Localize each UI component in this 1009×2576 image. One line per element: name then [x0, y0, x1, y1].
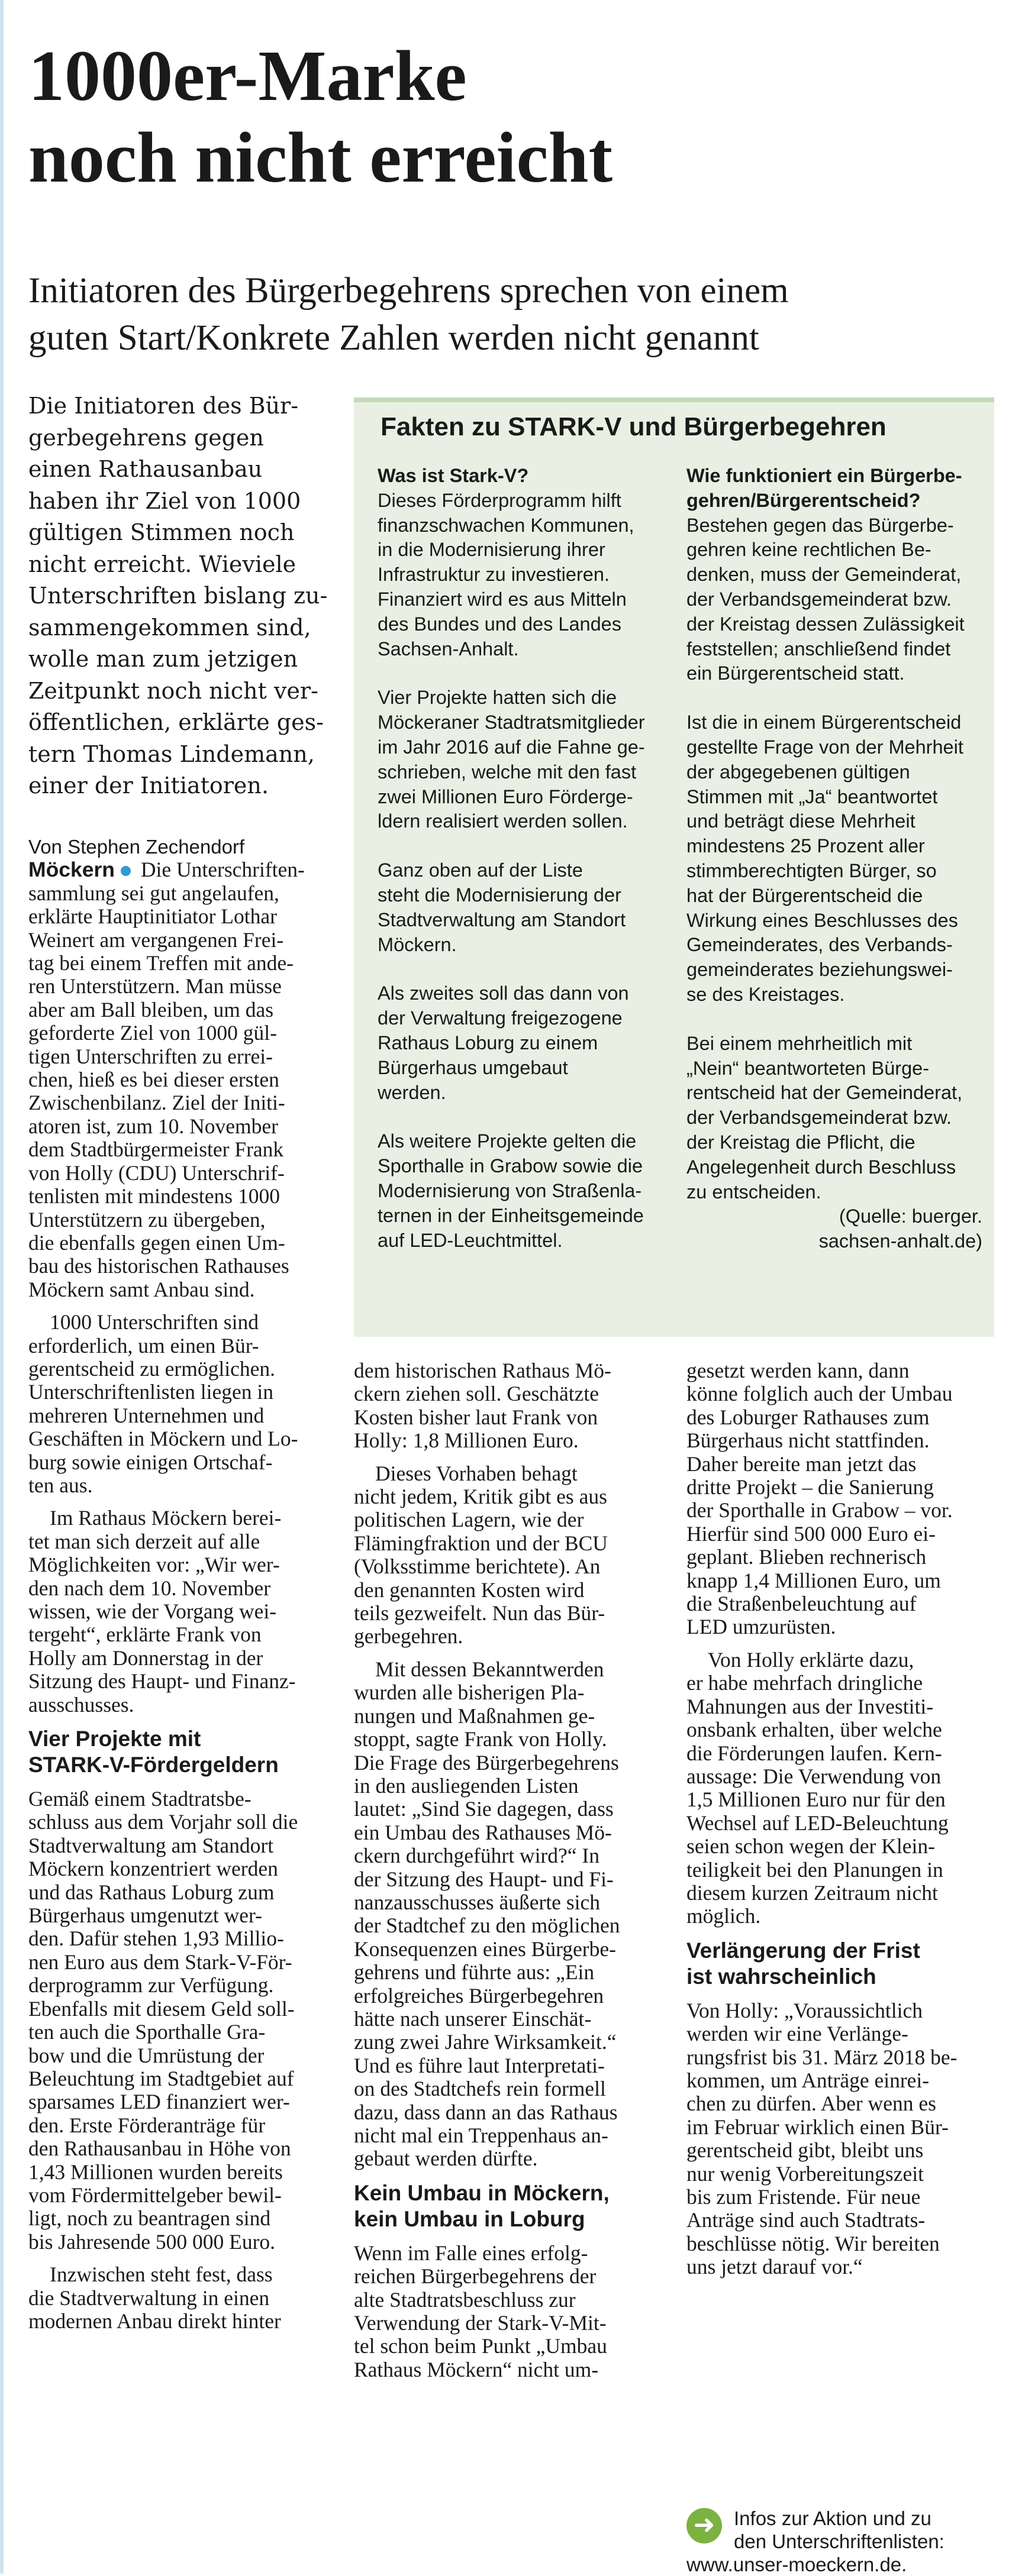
text-line: die ebenfalls gegen einen Um-: [28, 1230, 285, 1255]
subheadline-line: Initiatoren des Bürgerbegehrens sprechen von einem: [28, 271, 789, 311]
text-line: dem historischen Rathaus Mö-: [354, 1359, 611, 1382]
text-line: schrieben, welche mit den fast: [378, 761, 637, 783]
text-line: Daher bereite man jetzt das: [686, 1452, 917, 1476]
text-line: 1,5 Millionen Euro nur für den: [686, 1788, 946, 1812]
text-line: ausschusses.: [28, 1692, 134, 1717]
text-line: der Stadtchef zu den möglichen: [354, 1914, 620, 1938]
text-line: Ist die in einem Bürgerentscheid: [686, 712, 962, 733]
column-2b-text: [354, 2242, 673, 2381]
text-line: Dieses Förderprogramm hilft: [378, 489, 621, 511]
text-line: ren Unterstützern. Man müsse: [28, 974, 282, 998]
text-line: Rathaus Loburg zu einem: [378, 1032, 598, 1053]
text-line: sammlung sei gut angelaufen,: [28, 881, 279, 905]
text-line: die Straßenbeleuchtung auf: [686, 1592, 917, 1616]
lead-line: tern Thomas Lindemann,: [28, 741, 315, 767]
heading-line: Kein Umbau in Möckern,: [354, 2180, 610, 2205]
text-line: auf LED-Leuchtmittel.: [378, 1229, 563, 1251]
text-line: den nach dem 10. November: [28, 1576, 271, 1600]
text-line: teils gezweifelt. Nun das Bür-: [354, 1601, 605, 1625]
text-line: Möckern.: [378, 933, 457, 955]
text-line: derprogramm zur Verfügung.: [28, 1973, 274, 1998]
text-line: Sitzung des Haupt- und Finanz-: [28, 1669, 296, 1693]
text-line: Von Holly erklärte dazu,: [708, 1647, 914, 1672]
text-line: tag bei einem Treffen mit ande-: [28, 951, 294, 975]
text-line: von Holly (CDU) Unterschrif-: [28, 1161, 285, 1185]
heading-line: Verlängerung der Frist: [686, 1938, 920, 1963]
text-line: er habe mehrfach dringliche: [686, 1671, 923, 1695]
text-line: im Jahr 2016 auf die Fahne ge-: [378, 736, 645, 758]
text-line: Weinert am vergangenen Frei-: [28, 927, 284, 952]
text-line: den. Dafür stehen 1,93 Millio-: [28, 1927, 284, 1951]
text-line: der Verbandsgemeinderat bzw.: [686, 1107, 952, 1129]
column-3-text: [686, 1359, 993, 1928]
lead-line: nicht erreicht. Wieviele: [28, 551, 296, 577]
text-line: reichen Bürgerbegehrens der: [354, 2264, 597, 2289]
text-line: atoren ist, zum 10. November: [28, 1114, 278, 1138]
lead-line: haben ihr Ziel von 1000: [28, 487, 301, 514]
fact-box-left-column: [378, 464, 673, 1253]
text-line: Bei einem mehrheitlich mit: [686, 1032, 913, 1054]
text-line: Als weitere Projekte gelten die: [378, 1130, 637, 1152]
text-line: Stadtverwaltung am Standort: [378, 909, 626, 930]
left-accent-bar: [0, 0, 4, 2574]
heading-line: ist wahrscheinlich: [686, 1964, 876, 1989]
text-line: Dieses Vorhaben behagt: [375, 1461, 578, 1485]
heading-line: kein Umbau in Loburg: [354, 2206, 585, 2231]
fact-paragraph: [378, 858, 673, 957]
text-line: Wechsel auf LED-Beleuchtung: [686, 1811, 949, 1835]
headline-line: 1000er-Marke: [28, 36, 467, 116]
fact-box-right-column: [686, 464, 982, 1254]
text-line: Kosten bisher laut Frank von: [354, 1405, 598, 1429]
text-line: schluss aus dem Vorjahr soll die: [28, 1810, 298, 1834]
text-line: nanzausschusses äußerte sich: [354, 1890, 600, 1914]
text-line: feststellen; anschließend findet: [686, 638, 951, 660]
text-line: tigen Unterschriften zu errei-: [28, 1044, 273, 1068]
text-line: der Verbandsgemeinderat bzw.: [686, 588, 952, 610]
column-1b-text: [28, 1788, 348, 2333]
text-line: tet man sich derzeit auf alle: [28, 1529, 260, 1553]
text-line: seien schon wegen der Klein-: [686, 1834, 935, 1859]
text-line: aber am Ball bleiben, um das: [28, 997, 274, 1022]
text-line: dritte Projekt – die Sanierung: [686, 1475, 934, 1499]
text-line: Finanziert wird es aus Mitteln: [378, 588, 627, 610]
text-line: Gemäß einem Stadtratsbe-: [28, 1787, 252, 1811]
text-line: Möckern konzentriert werden: [28, 1857, 278, 1881]
text-line: die Förderungen laufen. Kern-: [686, 1741, 942, 1765]
text-line: Hierfür sind 500 000 Euro ei-: [686, 1521, 936, 1546]
text-line: Als zweites soll das dann von: [378, 982, 629, 1004]
text-line: bow und die Umrüstung der: [28, 2043, 265, 2067]
text-line: sparsames LED finanziert wer-: [28, 2090, 290, 2114]
text-line: Infrastruktur zu investieren.: [378, 564, 610, 586]
info-url-link[interactable]: www.unser-moeckern.de.: [686, 2554, 907, 2575]
text-line: Beleuchtung im Stadtgebiet auf: [28, 2066, 294, 2090]
column-3b-text: [686, 1999, 993, 2279]
text-line: hätte nach unserer Einschät-: [354, 2006, 592, 2031]
arrow-right-icon: ➜: [686, 2508, 722, 2543]
text-line: diesem kurzen Zeitraum nicht: [686, 1880, 938, 1905]
text-line: Gemeinderates, des Verbands-: [686, 934, 953, 956]
text-line: alte Stadtratsbeschluss zur: [354, 2287, 576, 2312]
text-line: se des Kreistages.: [686, 983, 845, 1005]
lead-line: sammengekommen sind,: [28, 614, 311, 641]
heading-line: STARK-V-Fördergeldern: [28, 1753, 279, 1777]
text-line: (Volksstimme berichtete). An: [354, 1554, 601, 1579]
lead-line: Die Initiatoren des Bür-: [28, 393, 299, 419]
text-line: Inzwischen steht fest, dass: [50, 2263, 273, 2287]
fact-box: [354, 397, 994, 1337]
text-line: wissen, wie der Vorgang wei-: [28, 1599, 277, 1623]
text-line: gebaut werden dürfte.: [354, 2147, 538, 2171]
text-line: 1000 Unterschriften sind: [50, 1310, 259, 1334]
text-line: 1,43 Millionen wurden bereits: [28, 2160, 283, 2184]
column-1-text: [28, 882, 348, 1717]
text-line: ldern realisiert werden sollen.: [378, 810, 628, 832]
text-line: dazu, dass dann an das Rathaus: [354, 2100, 618, 2124]
text-line: Konsequenzen eines Bürgerbe-: [354, 1937, 616, 1961]
text-line: ckern ziehen soll. Geschätzte: [354, 1382, 599, 1406]
text-line: des Bundes und des Landes: [378, 613, 621, 635]
text-line: ckern durchgeführt wird?“ In: [354, 1844, 599, 1868]
text-line: stoppt, sagte Frank von Holly.: [354, 1727, 607, 1751]
section-heading-extension: [686, 1938, 993, 1990]
article-column-2: [354, 1359, 673, 2381]
lead-line: gültigen Stimmen noch: [28, 519, 295, 545]
text-line: der Sporthalle in Grabow – vor.: [686, 1498, 953, 1523]
text-line: chen zu dürfen. Aber wenn es: [686, 2092, 936, 2116]
text-line: politischen Lagern, wie der: [354, 1508, 584, 1532]
article-column-1: [28, 835, 348, 2333]
fact-paragraph: [378, 686, 673, 834]
text-line: chen, hieß es bei dieser ersten: [28, 1068, 279, 1092]
text-line: Im Rathaus Möckern berei-: [50, 1506, 282, 1530]
text-line: nicht mal ein Treppenhaus an-: [354, 2123, 608, 2147]
fact-box-title: Fakten zu STARK-V und Bürgerbegehren: [381, 412, 886, 441]
text-line: beschlüsse nötig. Wir bereiten: [686, 2231, 940, 2255]
text-line: kommen, um Anträge einrei-: [686, 2068, 930, 2092]
text-line: on des Stadtchefs rein formell: [354, 2077, 606, 2101]
text-line: erforderlich, um einen Bür-: [28, 1333, 259, 1358]
text-line: zu entscheiden.: [686, 1181, 821, 1203]
text-line: Wirkung eines Beschlusses des: [686, 909, 958, 931]
text-line: Mahnungen aus der Investiti-: [686, 1694, 934, 1718]
text-line: nungen und Maßnahmen ge-: [354, 1704, 595, 1728]
text-line: Holly: 1,8 Millionen Euro.: [354, 1428, 579, 1453]
text-line: Modernisierung von Straßenla-: [378, 1179, 642, 1201]
text-line: Rathaus Möckern“ nicht um-: [354, 2357, 599, 2381]
text-line: Unterschriftenlisten liegen in: [28, 1380, 274, 1404]
text-line: wurden alle bisherigen Pla-: [354, 1680, 585, 1705]
text-line: Verwendung der Stark-V-Mit-: [354, 2311, 607, 2335]
text-line: Ebenfalls mit diesem Geld soll-: [28, 1996, 295, 2021]
fact-question: Wie funktioniert ein Bürgerbe-: [686, 465, 962, 486]
text-line: bau des historischen Rathauses: [28, 1254, 289, 1278]
fact-question: gehren/Bürgerentscheid?: [686, 489, 921, 511]
text-line: bis zum Fristende. Für neue: [686, 2185, 921, 2209]
article-column-3: [686, 1359, 993, 2279]
text-line: Bestehen gegen das Bürgerbe-: [686, 514, 954, 536]
text-line: möglich.: [686, 1904, 761, 1928]
headline: [28, 35, 975, 199]
dateline-dot-icon: [121, 866, 131, 876]
text-line: burg sowie einigen Ortschaf-: [28, 1450, 273, 1474]
text-line: der Kreistag die Pflicht, die: [686, 1131, 915, 1153]
text-line: geforderte Ziel von 1000 gül-: [28, 1021, 277, 1045]
text-line: nur wenig Vorbereitungszeit: [686, 2161, 924, 2186]
text-line: Ganz oben auf der Liste: [378, 859, 583, 881]
text-line: gerentscheid gibt, bleibt uns: [686, 2138, 924, 2163]
text-line: Holly am Donnerstag in der: [28, 1646, 263, 1670]
text-line: könne folglich auch der Umbau: [686, 1382, 953, 1406]
text-line: rentscheid hat der Gemeinderat,: [686, 1082, 963, 1104]
section-heading-projects: [28, 1726, 348, 1778]
text-line: knapp 1,4 Millionen Euro, um: [686, 1568, 941, 1592]
text-line: gesetzt werden kann, dann: [686, 1359, 910, 1382]
lead-line: wolle man zum jetzigen: [28, 646, 298, 672]
lead-line: Unterschriften bislang zu-: [28, 583, 328, 609]
text-line: gemeinderates beziehungswei-: [686, 959, 953, 981]
text-line: Angelegenheit durch Beschluss: [686, 1156, 956, 1178]
text-line: stimmberechtigten Bürger, so: [686, 859, 937, 881]
text-line: uns jetzt darauf vor.“: [686, 2255, 863, 2279]
text-line: Mit dessen Bekanntwerden: [375, 1657, 604, 1681]
text-line: und das Rathaus Loburg zum: [28, 1880, 275, 1904]
text-line: Zwischenbilanz. Ziel der Initi-: [28, 1091, 285, 1115]
text-line: Und es führe laut Interpretati-: [354, 2053, 605, 2077]
text-line: Bürgerhaus nicht stattfinden.: [686, 1428, 930, 1453]
text-line: Sporthalle in Grabow sowie die: [378, 1155, 643, 1177]
text-line: ligt, noch zu beantragen sind: [28, 2206, 271, 2231]
text-line: „Nein“ beantworteten Bürge-: [686, 1057, 930, 1079]
fact-paragraph: [686, 710, 982, 1007]
text-line: rungsfrist bis 31. März 2018 be-: [686, 2045, 958, 2069]
info-line: Infos zur Aktion und zu: [734, 2507, 931, 2529]
text-line: Bürgerhaus umgebaut: [378, 1056, 568, 1078]
text-line: der Sitzung des Haupt- und Fi-: [354, 1867, 614, 1891]
info-line: den Unterschriftenlisten:: [734, 2530, 944, 2552]
text-line: Anträge sind auch Stadtrats-: [686, 2208, 926, 2232]
subheadline: [28, 267, 987, 362]
fact-paragraph: [686, 513, 982, 687]
text-line: den genannten Kosten wird: [354, 1578, 585, 1602]
dateline-line: [28, 858, 348, 881]
text-line: gestellte Frage von der Mehrheit: [686, 736, 963, 758]
text-line: gehren keine rechtlichen Be-: [686, 539, 931, 561]
text-line: Unterstützern zu übergeben,: [28, 1207, 266, 1232]
text-line: tel schon beim Punkt „Umbau: [354, 2334, 607, 2358]
fact-paragraph: [378, 1129, 673, 1253]
text-line: gerentscheid zu ermöglichen.: [28, 1356, 275, 1381]
text-line: gehrens und führte aus: „Ein: [354, 1960, 595, 1984]
text-line: mehreren Unternehmen und: [28, 1403, 265, 1427]
text-line: mindestens 25 Prozent aller: [686, 835, 925, 857]
subheadline-line: guten Start/Konkrete Zahlen werden nicht genannt: [28, 318, 759, 358]
text-line: und beträgt diese Mehrheit: [686, 810, 915, 832]
text-line: Möckern samt Anbau sind.: [28, 1277, 255, 1301]
text-line: erklärte Hauptinitiator Lothar: [28, 904, 277, 929]
text-line: LED umzurüsten.: [686, 1615, 836, 1639]
text-line: steht die Modernisierung der: [378, 884, 621, 906]
fact-paragraph: [378, 489, 673, 662]
lead-line: öffentlichen, erklärte ges-: [28, 709, 324, 735]
text-line: der Verwaltung freigezogene: [378, 1007, 623, 1029]
text-line: Geschäften in Möckern und Lo-: [28, 1427, 298, 1451]
fact-paragraph: [378, 981, 673, 1105]
text-line: den. Erste Förderanträge für: [28, 2113, 266, 2137]
text-line: nicht jedem, Kritik gibt es aus: [354, 1485, 607, 1509]
text-line: teiligkeit bei den Planungen in: [686, 1857, 943, 1882]
text-line: der abgegebenen gültigen: [686, 761, 910, 783]
text-line: ten auch die Sporthalle Gra-: [28, 2020, 266, 2044]
text-line: des Loburger Rathauses zum: [686, 1405, 930, 1429]
lead-line: einer der Initiatoren.: [28, 773, 269, 799]
text-line: der Kreistag dessen Zulässigkeit: [686, 613, 965, 635]
text-line: finanzschwachen Kommunen,: [378, 514, 634, 536]
section-heading-no-conversion: [354, 2180, 673, 2232]
text-line: modernen Anbau direkt hinter: [28, 2309, 281, 2333]
text-line: Vier Projekte hatten sich die: [378, 687, 617, 709]
text-line: Möckeraner Stadtratsmitglieder: [378, 712, 645, 733]
text-line: Sachsen-Anhalt.: [378, 638, 519, 660]
dateline: Möckern: [28, 858, 115, 882]
text-line: vom Fördermittelgeber bewil-: [28, 2183, 282, 2207]
text-line: Von Holly: „Voraussichtlich: [686, 1998, 923, 2022]
text-line: tenlisten mit mindestens 1000: [28, 1184, 280, 1208]
fact-paragraph: [686, 1032, 982, 1205]
text-line: bis Jahresende 500 000 Euro.: [28, 2229, 276, 2254]
text-line: im Februar wirklich einen Bür-: [686, 2115, 949, 2139]
fact-box-top-rule: [354, 397, 994, 402]
text-line: werden wir eine Verlänge-: [686, 2022, 908, 2046]
text-line: ten aus.: [28, 1473, 93, 1497]
text-line: ein Umbau des Rathauses Mö-: [354, 1820, 612, 1844]
text-line: lautet: „Sind Sie dagegen, dass: [354, 1797, 614, 1821]
text-line: in die Modernisierung ihrer: [378, 539, 605, 561]
fact-source: sachsen-anhalt.de): [818, 1230, 982, 1252]
text-line: zung zwei Jahre Wirksamkeit.“: [354, 2030, 617, 2054]
text-line: die Stadtverwaltung in einen: [28, 2286, 270, 2310]
text-line: Möglichkeiten vor: „Wir wer-: [28, 1553, 280, 1577]
text-line: tergeht“, erklärte Frank von: [28, 1622, 262, 1647]
text-line: aussage: Die Verwendung von: [686, 1764, 942, 1788]
text-line: in den ausliegenden Listen: [354, 1773, 579, 1798]
text-line: geplant. Blieben rechnerisch: [686, 1545, 927, 1569]
text-line: ternen in der Einheitsgemeinde: [378, 1204, 644, 1226]
text-line: Stadtverwaltung am Standort: [28, 1833, 274, 1857]
fact-source: (Quelle: buerger.: [839, 1205, 982, 1227]
text-line: onsbank erhalten, über welche: [686, 1718, 942, 1742]
text-line: gerbegehren.: [354, 1624, 463, 1649]
text-line: werden.: [378, 1081, 446, 1103]
lead-line: einen Rathausanbau: [28, 456, 263, 482]
lead-paragraph: [28, 390, 345, 802]
text-line: denken, muss der Gemeinderat,: [686, 564, 962, 586]
author-line: Von Stephen Zechendorf: [28, 836, 245, 858]
text-line: Stimmen mit „Ja“ beantwortet: [686, 786, 938, 807]
text-line: nen Euro aus dem Stark-V-För-: [28, 1950, 292, 1974]
text-line: erfolgreiches Bürgerbegehren: [354, 1983, 604, 2008]
fact-question: Was ist Stark-V?: [378, 465, 529, 486]
text-line: Bürgerhaus umgenutzt wer-: [28, 1903, 262, 1928]
lead-line: Zeitpunkt noch nicht ver-: [28, 677, 318, 704]
lead-line: gerbegehrens gegen: [28, 424, 264, 451]
heading-line: Vier Projekte mit: [28, 1727, 201, 1751]
text-line: Die Unterschriften-: [136, 858, 305, 882]
column-2-text: [354, 1359, 673, 2171]
text-line: den Rathausanbau in Höhe von: [28, 2137, 291, 2161]
text-line: Flämingfraktion und der BCU: [354, 1531, 608, 1555]
text-line: Wenn im Falle eines erfolg-: [354, 2241, 588, 2265]
text-line: ein Bürgerentscheid statt.: [686, 662, 905, 684]
text-line: hat der Bürgerentscheid die: [686, 884, 923, 906]
text-line: dem Stadtbürgermeister Frank: [28, 1137, 284, 1162]
text-line: zwei Millionen Euro Förderge-: [378, 786, 633, 807]
text-line: Die Frage des Bürgerbegehrens: [354, 1750, 619, 1775]
headline-line: noch nicht erreicht: [28, 118, 613, 198]
